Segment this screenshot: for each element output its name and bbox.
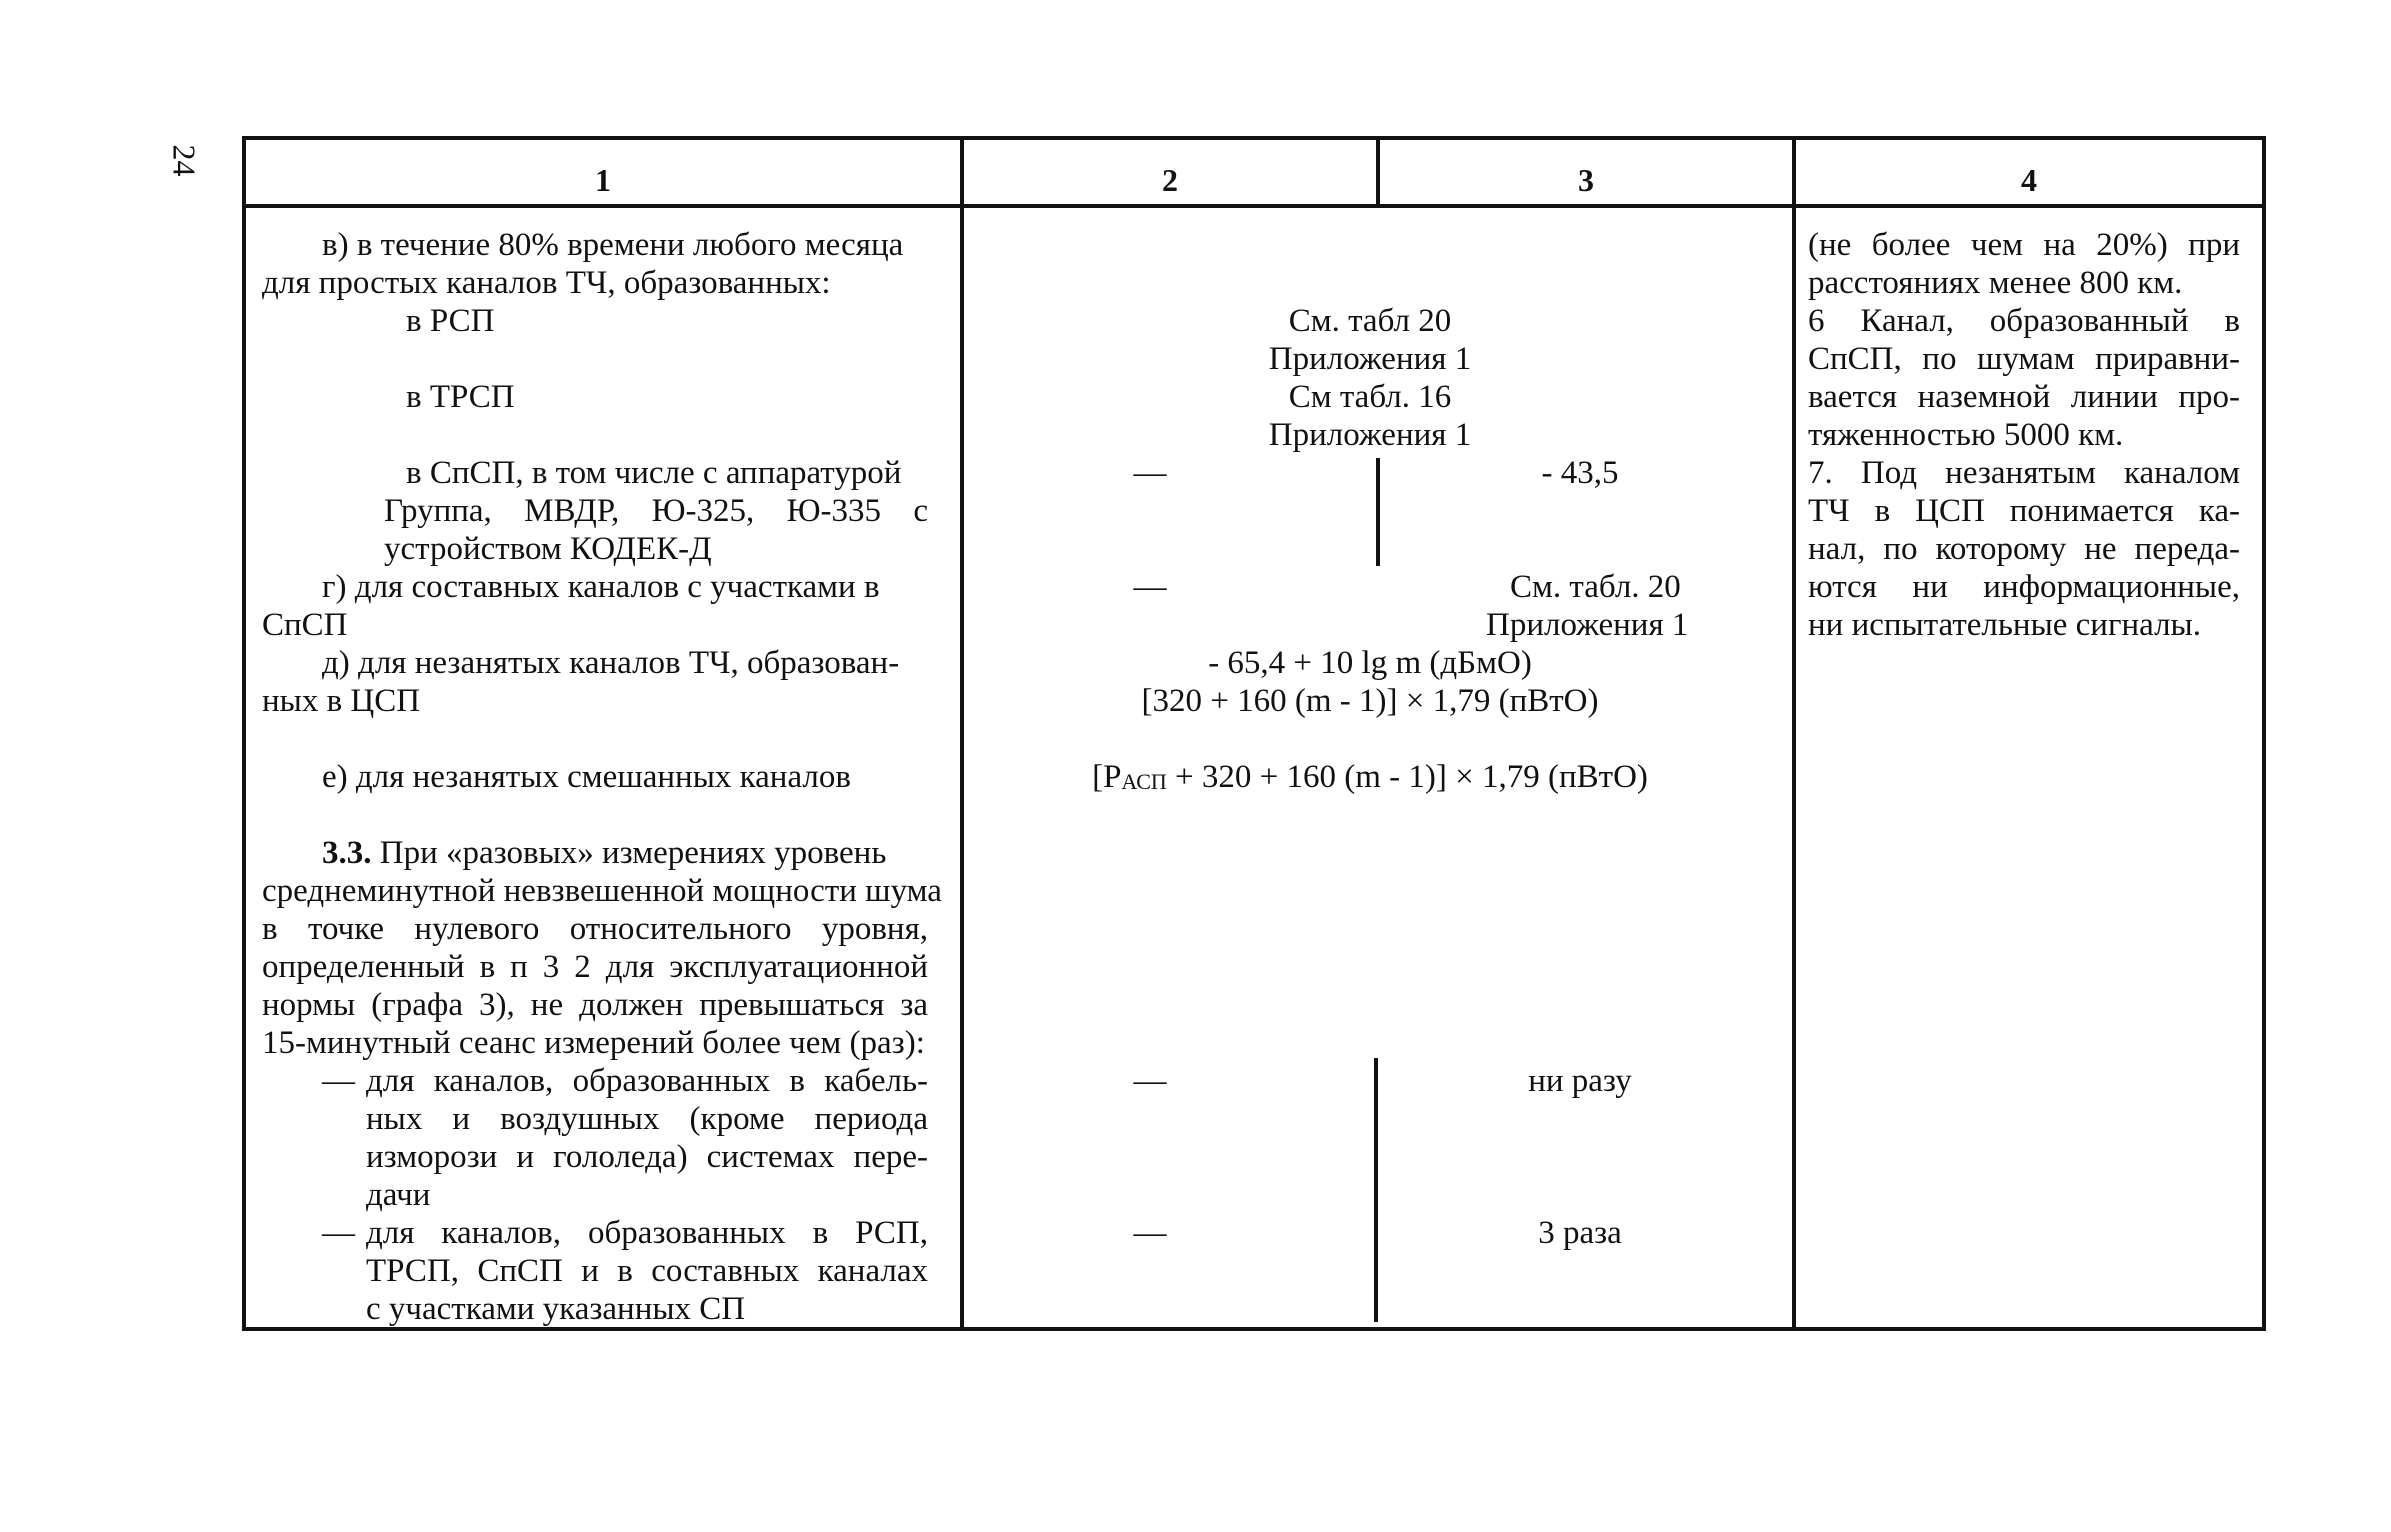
spsp-col3-value: - 43,5: [1541, 455, 1619, 491]
para-3-3-line-1-text: При «разовых» измерениях уровень: [379, 835, 887, 871]
item-g-line-2: СпСП: [262, 607, 348, 643]
header-col-1: 1: [595, 162, 611, 198]
bullet-2-col2-value: —: [1133, 1215, 1167, 1251]
e-formula-post: + 320 + 160 (m - 1)] × 1,79 (пВтО): [1166, 759, 1648, 795]
note-line-5: вается наземной линии про-: [1808, 379, 2240, 415]
note-line-9: нал, по которому не переда-: [1808, 531, 2240, 567]
bullet-1-col3-value: ни разу: [1528, 1063, 1632, 1099]
item-d-line-1: д) для незанятых каналов ТЧ, образован-: [322, 645, 900, 681]
d-formula-line-1: - 65,4 + 10 lg m (дБмО): [1208, 645, 1532, 681]
para-3-3-line-6: 15-минутный сеанс измерений более чем (раз):: [262, 1025, 925, 1061]
item-v-spsp-line-1: в СпСП, в том числе с аппаратурой: [406, 455, 902, 491]
note-line-1: (не более чем на 20%) при: [1808, 227, 2240, 263]
bullet-1-col2-value: —: [1133, 1063, 1167, 1099]
header-col-4: 4: [2021, 162, 2037, 198]
note-line-4: СпСП, по шумам приравни-: [1808, 341, 2240, 377]
note-line-6: тяженностью 5000 км.: [1808, 417, 2124, 453]
item-v-trsp: в ТРСП: [406, 379, 515, 415]
bullet-1-line-1: для каналов, образованных в кабель-: [366, 1063, 928, 1099]
header-divider: [246, 204, 2262, 208]
spsp-col2-value: —: [1133, 455, 1167, 491]
para-3-3-line-1: [322, 834, 886, 872]
trsp-ref-line-2: Приложения 1: [1268, 417, 1472, 453]
bullet-1-line-4: дачи: [366, 1177, 431, 1213]
header-col-3: 3: [1578, 162, 1594, 198]
g-col3-line-2: Приложения 1: [1486, 607, 1689, 643]
note-line-3: 6 Канал, образованный в: [1808, 303, 2240, 339]
col-divider-2-3-c: [1374, 1058, 1378, 1322]
bullet-2-dash: —: [322, 1215, 355, 1251]
page-number: 24: [166, 144, 203, 177]
header-col-2: 2: [1162, 162, 1178, 198]
bullet-2-line-2: ТРСП, СпСП и в составных каналах: [366, 1253, 928, 1289]
item-v-spsp-line-2: Группа, МВДР, Ю-325, Ю-335 с: [384, 493, 928, 529]
e-formula-pre: [P: [1092, 759, 1122, 795]
bullet-1-line-3: изморози и гололеда) системах пере-: [366, 1139, 928, 1175]
para-3-3-line-4: определенный в п 3 2 для эксплуатационной: [262, 949, 928, 985]
bullet-1-dash: —: [322, 1063, 355, 1099]
bullet-2-col3-value: 3 раза: [1538, 1215, 1622, 1251]
note-line-11: ни испытательные сигналы.: [1808, 607, 2201, 643]
rsp-ref-line-2: Приложения 1: [1268, 341, 1472, 377]
para-3-3-line-5: нормы (графа 3), не должен превышаться за: [262, 987, 928, 1023]
item-v-line-2: для простых каналов ТЧ, образованных:: [262, 265, 831, 301]
bullet-2-line-3: с участками указанных СП: [366, 1291, 746, 1327]
g-col3-line-1: См. табл. 20: [1510, 569, 1681, 605]
item-v-rsp: в РСП: [406, 303, 495, 339]
note-line-7: 7. Под незанятым каналом: [1808, 455, 2240, 491]
bullet-1-line-2: ных и воздушных (кроме периода: [366, 1101, 928, 1137]
d-formula-line-2: [320 + 160 (m - 1)] × 1,79 (пВтО): [1141, 683, 1599, 719]
g-col2-value: —: [1133, 569, 1167, 605]
para-3-3-number: 3.3.: [322, 835, 372, 871]
col-divider-3-4: [1792, 140, 1796, 1327]
item-v-line-1: в) в течение 80% времени любого месяца: [322, 227, 904, 263]
note-line-2: расстояниях менее 800 км.: [1808, 265, 2183, 301]
e-formula: [960, 758, 1780, 801]
item-e-line-1: е) для незанятых смешанных каналов: [322, 759, 851, 795]
e-formula-sub: АСП: [1121, 769, 1167, 794]
note-line-10: ются ни информационные,: [1808, 569, 2240, 605]
para-3-3-line-3: в точке нулевого относительного уровня,: [262, 911, 928, 947]
bullet-2-line-1: для каналов, образованных в РСП,: [366, 1215, 928, 1251]
trsp-ref-line-1: См табл. 16: [1288, 379, 1452, 415]
para-3-3-line-2: среднеминутной невзвешенной мощности шума: [262, 873, 942, 909]
item-v-spsp-line-3: устройством КОДЕК-Д: [384, 531, 712, 567]
rsp-ref-line-1: См. табл 20: [1288, 303, 1452, 339]
item-g-line-1: г) для составных каналов с участками в: [322, 569, 880, 605]
item-d-line-2: ных в ЦСП: [262, 683, 421, 719]
note-line-8: ТЧ в ЦСП понимается ка-: [1808, 493, 2240, 529]
col-divider-2-3-a: [1376, 458, 1380, 566]
